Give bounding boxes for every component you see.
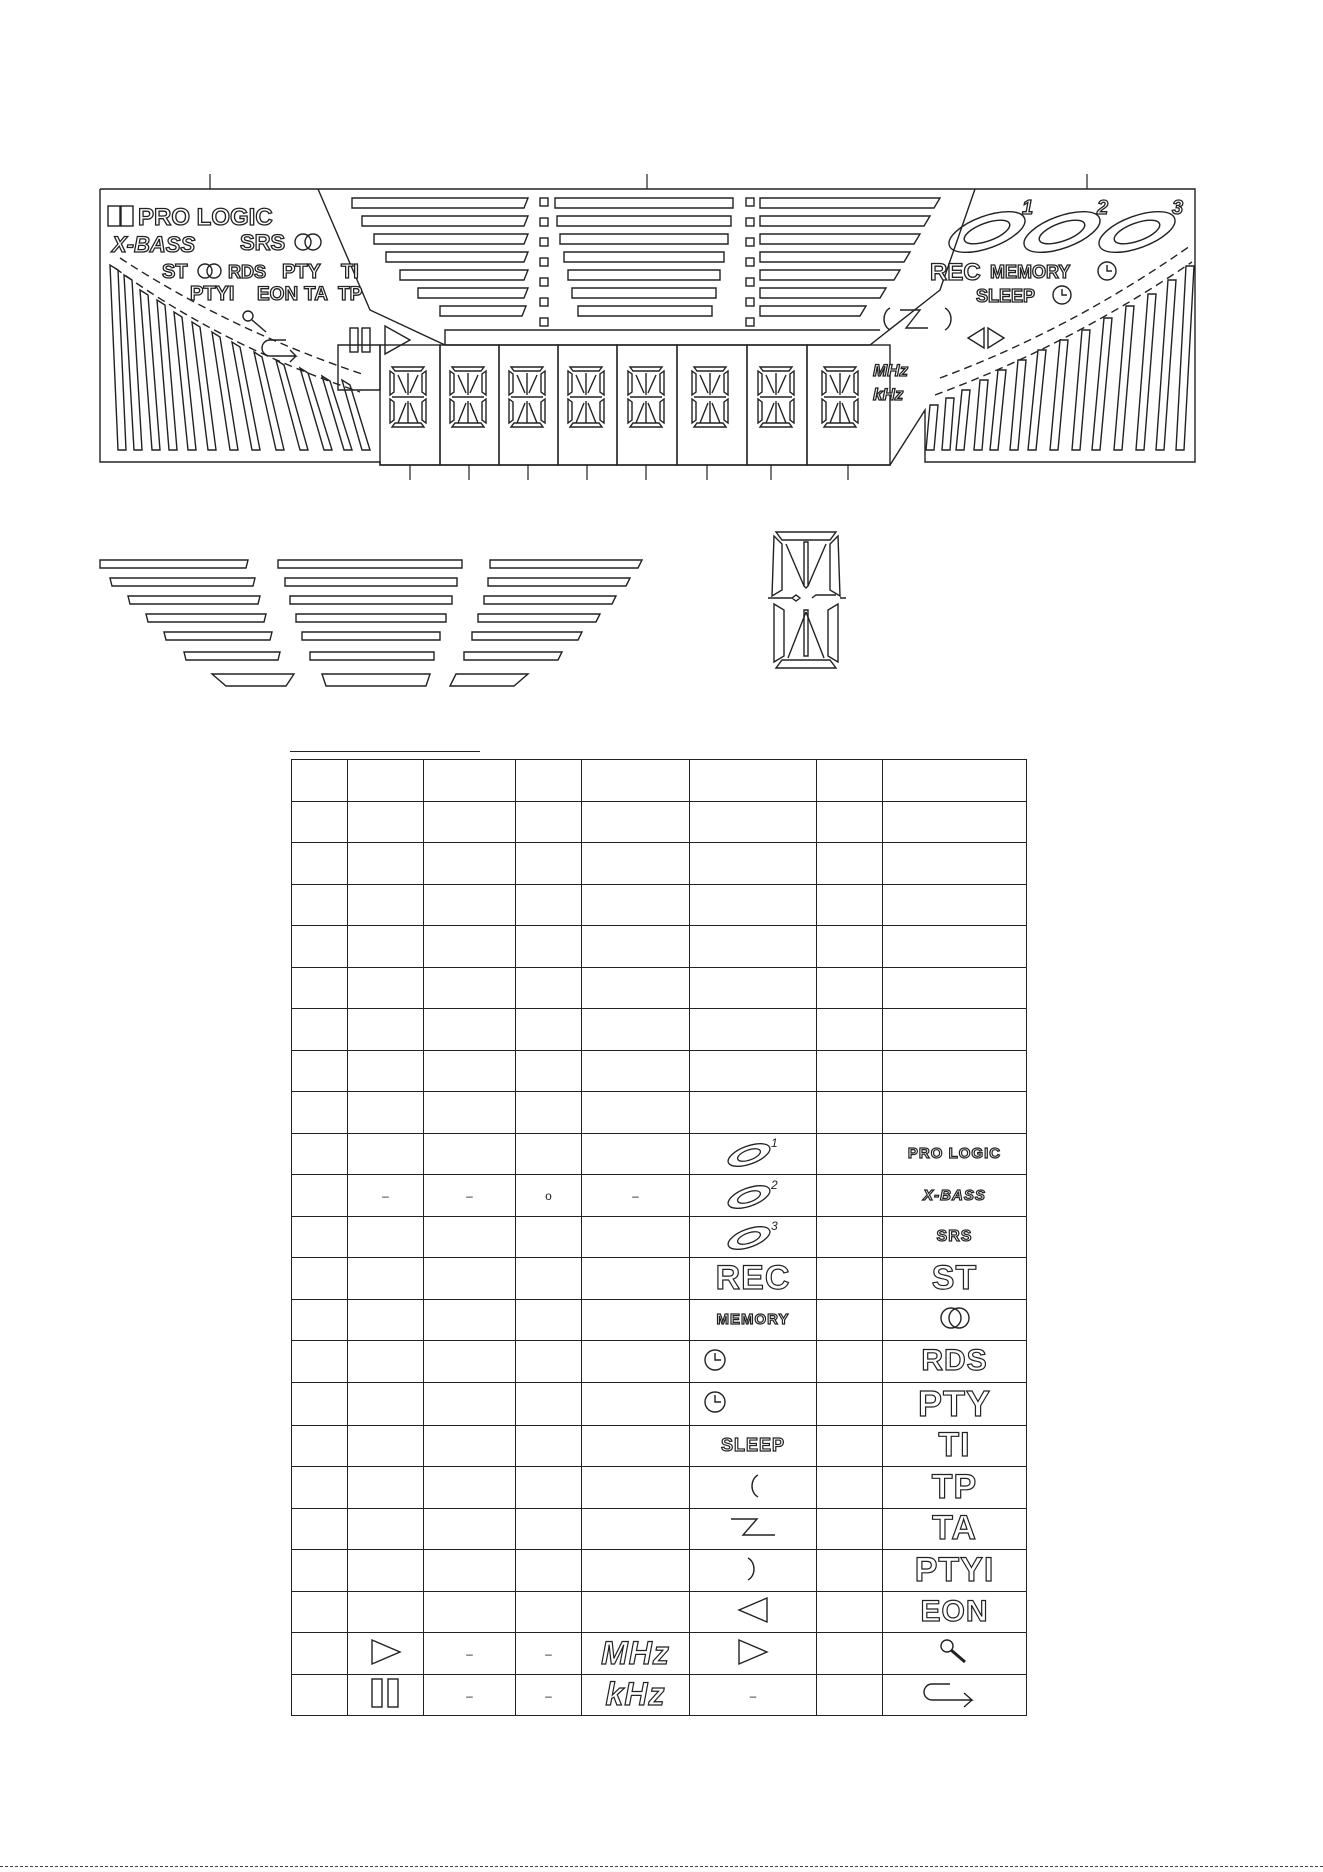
table-cell xyxy=(582,926,690,968)
table-cell xyxy=(516,1633,582,1675)
indicator-label: SLEEP xyxy=(720,1435,786,1456)
table-cell xyxy=(883,1550,1027,1592)
table-cell xyxy=(348,1633,424,1675)
table-cell xyxy=(348,1382,424,1425)
table-cell xyxy=(516,801,582,843)
table-cell xyxy=(516,1092,582,1134)
mhz-label: MHz xyxy=(873,361,908,380)
table-cell xyxy=(690,760,817,802)
table-cell xyxy=(516,1508,582,1550)
table-cell xyxy=(883,760,1027,802)
table-cell xyxy=(292,1299,348,1341)
right-arrow-icon xyxy=(733,1654,773,1670)
indicator-label: RDS xyxy=(921,1344,988,1378)
clock-icon xyxy=(703,1403,803,1419)
rec-label: REC xyxy=(930,259,981,286)
table-cell xyxy=(424,926,516,968)
table-cell xyxy=(582,1050,690,1092)
dash-mark: – xyxy=(466,1688,473,1703)
table-cell xyxy=(817,1382,883,1425)
table-cell xyxy=(883,1133,1027,1175)
table-cell xyxy=(292,1216,348,1258)
table-cell xyxy=(424,1674,516,1716)
table-cell xyxy=(883,1508,1027,1550)
table-cell xyxy=(516,1341,582,1383)
table-cell xyxy=(516,1591,582,1633)
table-cell xyxy=(516,760,582,802)
table-cell xyxy=(817,1591,883,1633)
table-row xyxy=(292,1467,1027,1509)
table-cell xyxy=(817,1133,883,1175)
table-row xyxy=(292,1009,1027,1051)
table-cell xyxy=(516,1175,582,1217)
table-cell xyxy=(817,1009,883,1051)
table-cell xyxy=(817,1508,883,1550)
mic-icon xyxy=(935,1654,975,1670)
table-row xyxy=(292,1591,1027,1633)
table-cell xyxy=(292,926,348,968)
table-cell xyxy=(582,1258,690,1300)
pro-logic-label: PRO LOGIC xyxy=(138,204,273,231)
table-cell xyxy=(582,1216,690,1258)
right-level-meter xyxy=(926,266,1194,450)
table-cell xyxy=(582,1133,690,1175)
svg-text:3: 3 xyxy=(771,1220,778,1234)
dolby-icon xyxy=(108,206,133,226)
table-cell xyxy=(883,1050,1027,1092)
table-cell xyxy=(582,1382,690,1425)
table-cell xyxy=(292,1550,348,1592)
table-cell xyxy=(817,1092,883,1134)
table-row xyxy=(292,884,1027,926)
table-cell xyxy=(292,1591,348,1633)
table-cell xyxy=(348,1216,424,1258)
table-cell xyxy=(690,1633,817,1675)
table-cell xyxy=(516,843,582,885)
indicator-label: ST xyxy=(931,1258,978,1297)
table-row xyxy=(292,967,1027,1009)
table-cell xyxy=(516,1382,582,1425)
table-cell xyxy=(348,1258,424,1300)
table-cell xyxy=(817,1175,883,1217)
table-cell xyxy=(883,1009,1027,1051)
table-cell xyxy=(582,801,690,843)
table-cell xyxy=(582,1591,690,1633)
dash-mark: – xyxy=(466,1189,473,1204)
table-cell xyxy=(883,884,1027,926)
table-cell xyxy=(292,1175,348,1217)
table-cell xyxy=(424,760,516,802)
ptyi-label: PTYI xyxy=(190,283,235,305)
table-cell xyxy=(292,1050,348,1092)
table-cell xyxy=(883,1092,1027,1134)
table-cell xyxy=(690,1591,817,1633)
table-row xyxy=(292,1550,1027,1592)
table-cell xyxy=(883,926,1027,968)
table-cell xyxy=(582,1508,690,1550)
table-cell xyxy=(424,1092,516,1134)
table-cell xyxy=(516,1050,582,1092)
table-cell xyxy=(348,884,424,926)
dash-mark: – xyxy=(632,1189,639,1204)
table-cell xyxy=(348,1674,424,1716)
table-cell xyxy=(348,1050,424,1092)
dash-mark: o xyxy=(545,1189,552,1204)
left-level-meter xyxy=(110,265,370,450)
table-cell xyxy=(817,1467,883,1509)
table-cell xyxy=(516,1425,582,1467)
table-cell xyxy=(883,1299,1027,1341)
table-cell xyxy=(516,884,582,926)
table-cell xyxy=(516,926,582,968)
spectrum-outline xyxy=(318,189,975,345)
table-cell xyxy=(292,1382,348,1425)
table-cell xyxy=(582,760,690,802)
disc-3-number: 3 xyxy=(1172,197,1184,219)
svg-text:2: 2 xyxy=(771,1178,778,1192)
disc-1-icon xyxy=(723,1137,783,1170)
table-cell xyxy=(690,1674,817,1716)
table-cell xyxy=(817,1425,883,1467)
table-cell xyxy=(424,1341,516,1383)
table-cell xyxy=(817,1258,883,1300)
table-cell xyxy=(292,1467,348,1509)
table-cell xyxy=(348,1508,424,1550)
rds-label: RDS xyxy=(228,262,267,282)
tp-label: TP xyxy=(338,284,363,305)
table-cell xyxy=(817,1216,883,1258)
table-cell xyxy=(516,1258,582,1300)
srs-label: SRS xyxy=(240,230,286,255)
table-cell xyxy=(883,801,1027,843)
table-cell xyxy=(582,1467,690,1509)
vfd-diagram xyxy=(0,0,1323,740)
table-cell xyxy=(883,1674,1027,1716)
sleep-label: SLEEP xyxy=(976,286,1036,306)
table-cell xyxy=(348,1092,424,1134)
table-cell xyxy=(516,967,582,1009)
table-cell xyxy=(348,1550,424,1592)
table-cell xyxy=(690,801,817,843)
ta-label: TA xyxy=(304,284,328,305)
table-cell xyxy=(348,1425,424,1467)
segment-table-body xyxy=(292,760,1027,1716)
table-cell xyxy=(424,1467,516,1509)
table-row xyxy=(292,1425,1027,1467)
table-cell xyxy=(690,1092,817,1134)
segment-table xyxy=(291,759,1027,1716)
table-cell xyxy=(424,1550,516,1592)
table-cell xyxy=(348,1591,424,1633)
table-cell xyxy=(582,884,690,926)
st-label: ST xyxy=(162,261,188,283)
table-cell xyxy=(817,1674,883,1716)
table-cell xyxy=(516,1216,582,1258)
table-cell xyxy=(516,1299,582,1341)
table-cell xyxy=(424,1633,516,1675)
left-arrow-icon xyxy=(968,328,984,348)
table-cell xyxy=(424,1591,516,1633)
table-row xyxy=(292,926,1027,968)
table-row xyxy=(292,760,1027,802)
table-cell xyxy=(424,843,516,885)
table-row xyxy=(292,1092,1027,1134)
indicator-label: X-BASS xyxy=(923,1186,986,1204)
table-cell xyxy=(348,1133,424,1175)
table-cell xyxy=(424,967,516,1009)
table-cell xyxy=(690,967,817,1009)
table-row xyxy=(292,1133,1027,1175)
table-row xyxy=(292,1382,1027,1425)
table-cell xyxy=(292,1009,348,1051)
table-cell xyxy=(883,1425,1027,1467)
table-cell xyxy=(817,801,883,843)
table-cell xyxy=(424,884,516,926)
disc-3-icon xyxy=(723,1220,783,1253)
mic-icon xyxy=(243,311,266,332)
svg-text:1: 1 xyxy=(771,1137,778,1151)
repeat-icon xyxy=(920,1695,990,1711)
table-cell xyxy=(690,1175,817,1217)
table-cell xyxy=(690,1467,817,1509)
table-cell xyxy=(424,1009,516,1051)
table-cell xyxy=(292,967,348,1009)
table-cell xyxy=(582,1175,690,1217)
memory-label: MEMORY xyxy=(990,262,1071,282)
right-arrow-icon xyxy=(988,328,1004,348)
table-cell xyxy=(883,1258,1027,1300)
table-row xyxy=(292,1175,1027,1217)
pty-label: PTY xyxy=(282,261,321,283)
table-cell xyxy=(292,1133,348,1175)
table-cell xyxy=(292,801,348,843)
repeat-icon xyxy=(262,340,296,362)
bottom-leader-lines xyxy=(410,465,848,480)
table-cell xyxy=(690,843,817,885)
clock-icon xyxy=(1098,262,1116,280)
dash-mark: – xyxy=(545,1688,552,1703)
disc-1-icon xyxy=(944,203,1030,260)
table-cell xyxy=(817,967,883,1009)
table-cell xyxy=(424,1425,516,1467)
table-cell xyxy=(292,1341,348,1383)
table-row xyxy=(292,843,1027,885)
indicator-label: kHz xyxy=(605,1676,666,1713)
eon-label: EON xyxy=(257,284,299,305)
table-cell xyxy=(690,1341,817,1383)
indicator-label: MEMORY xyxy=(716,1311,790,1329)
table-row xyxy=(292,1050,1027,1092)
table-cell xyxy=(582,1009,690,1051)
pause-icon xyxy=(366,1696,406,1712)
table-cell xyxy=(817,1550,883,1592)
indicator-label: SRS xyxy=(936,1227,973,1245)
table-cell xyxy=(424,1216,516,1258)
stereo-icon xyxy=(935,1319,975,1335)
indicator-label: PTY xyxy=(917,1382,991,1424)
indicator-label: REC xyxy=(715,1258,791,1297)
table-cell xyxy=(690,1425,817,1467)
digit-cells xyxy=(380,345,890,465)
table-cell xyxy=(582,1550,690,1592)
table-cell xyxy=(516,1009,582,1051)
indicator-label: PTYI xyxy=(914,1550,995,1589)
table-cell xyxy=(883,1467,1027,1509)
table-cell xyxy=(348,1299,424,1341)
indicator-label: PRO LOGIC xyxy=(907,1145,1002,1163)
table-cell xyxy=(582,843,690,885)
table-cell xyxy=(690,1550,817,1592)
table-cell xyxy=(292,1633,348,1675)
play-icon xyxy=(366,1654,406,1670)
table-cell xyxy=(582,1341,690,1383)
table-row xyxy=(292,1508,1027,1550)
sleep-clock-icon xyxy=(1053,286,1071,304)
table-cell xyxy=(292,1425,348,1467)
table-cell xyxy=(348,1175,424,1217)
clock-icon xyxy=(703,1361,803,1377)
table-cell xyxy=(424,801,516,843)
indicator-label: TI xyxy=(938,1426,971,1465)
table-cell xyxy=(424,1050,516,1092)
table-cell xyxy=(817,760,883,802)
dash-mark: – xyxy=(749,1688,757,1703)
table-row xyxy=(292,1341,1027,1383)
table-cell xyxy=(582,1299,690,1341)
table-cell xyxy=(690,1382,817,1425)
page-footer-line xyxy=(0,1866,1323,1867)
table-cell xyxy=(424,1299,516,1341)
table-cell xyxy=(292,1092,348,1134)
table-cell xyxy=(690,926,817,968)
table-cell xyxy=(348,760,424,802)
digit-glyphs xyxy=(390,367,858,427)
dash-mark: – xyxy=(545,1647,552,1662)
table-cell xyxy=(883,1591,1027,1633)
disc-2-number: 2 xyxy=(1097,197,1109,219)
table-cell xyxy=(292,843,348,885)
bracket-left-icon xyxy=(738,1488,768,1504)
spectrum-bars xyxy=(352,198,940,316)
table-cell xyxy=(582,1425,690,1467)
table-cell xyxy=(817,1633,883,1675)
table-cell xyxy=(582,1092,690,1134)
table-cell xyxy=(582,1674,690,1716)
indicator-label: TP xyxy=(931,1467,978,1506)
table-cell xyxy=(690,1050,817,1092)
table-cell xyxy=(690,1133,817,1175)
table-cell xyxy=(690,1258,817,1300)
table-cell xyxy=(817,884,883,926)
table-cell xyxy=(348,967,424,1009)
table-cell xyxy=(424,1382,516,1425)
random-icon xyxy=(723,1532,783,1548)
table-caption-underline xyxy=(290,751,480,752)
table-row xyxy=(292,1633,1027,1675)
disc-2-icon xyxy=(723,1178,783,1212)
table-cell xyxy=(883,967,1027,1009)
table-cell xyxy=(424,1175,516,1217)
table-cell xyxy=(424,1133,516,1175)
spectrum-detail xyxy=(100,560,642,686)
table-cell xyxy=(883,1341,1027,1383)
table-cell xyxy=(516,1674,582,1716)
xbass-label: X-BASS xyxy=(112,232,196,257)
table-cell xyxy=(582,967,690,1009)
pause-play-box xyxy=(338,326,410,390)
disc-1-number: 1 xyxy=(1022,197,1034,219)
dash-mark: – xyxy=(466,1647,473,1662)
srs-surround-icon xyxy=(295,234,321,250)
table-cell xyxy=(690,1009,817,1051)
table-cell xyxy=(883,1216,1027,1258)
table-cell xyxy=(292,884,348,926)
table-cell xyxy=(883,1382,1027,1425)
table-cell xyxy=(292,760,348,802)
table-cell xyxy=(817,1299,883,1341)
table-row xyxy=(292,1674,1027,1716)
table-cell xyxy=(292,1674,348,1716)
table-cell xyxy=(690,1508,817,1550)
dash-mark: – xyxy=(382,1189,389,1204)
table-cell xyxy=(817,1050,883,1092)
table-cell xyxy=(348,926,424,968)
table-cell xyxy=(883,843,1027,885)
top-leader-lines xyxy=(210,174,1087,189)
segment-detail xyxy=(768,532,846,668)
table-cell xyxy=(292,1508,348,1550)
table-row xyxy=(292,801,1027,843)
table-cell xyxy=(817,843,883,885)
table-cell xyxy=(516,1467,582,1509)
table-cell xyxy=(348,1009,424,1051)
table-cell xyxy=(424,1508,516,1550)
table-cell xyxy=(690,1216,817,1258)
table-cell xyxy=(424,1258,516,1300)
table-row xyxy=(292,1258,1027,1300)
bracket-right-icon xyxy=(738,1571,768,1587)
table-row xyxy=(292,1299,1027,1341)
table-cell xyxy=(348,801,424,843)
table-cell xyxy=(690,1299,817,1341)
table-cell xyxy=(817,926,883,968)
table-cell xyxy=(817,1341,883,1383)
table-cell xyxy=(348,1341,424,1383)
table-cell xyxy=(348,843,424,885)
ti-label: TI xyxy=(341,261,359,283)
table-cell xyxy=(582,1633,690,1675)
table-cell xyxy=(883,1175,1027,1217)
table-cell xyxy=(292,1258,348,1300)
table-row xyxy=(292,1216,1027,1258)
table-cell xyxy=(516,1133,582,1175)
indicator-label: MHz xyxy=(601,1634,670,1671)
indicator-label: EON xyxy=(920,1594,989,1628)
table-cell xyxy=(883,1633,1027,1675)
khz-label: kHz xyxy=(873,385,904,404)
left-arrow-icon xyxy=(733,1612,773,1628)
table-cell xyxy=(516,1550,582,1592)
table-cell xyxy=(690,884,817,926)
table-cell xyxy=(348,1467,424,1509)
indicator-label: TA xyxy=(932,1509,977,1548)
stereo-icon xyxy=(198,264,221,278)
